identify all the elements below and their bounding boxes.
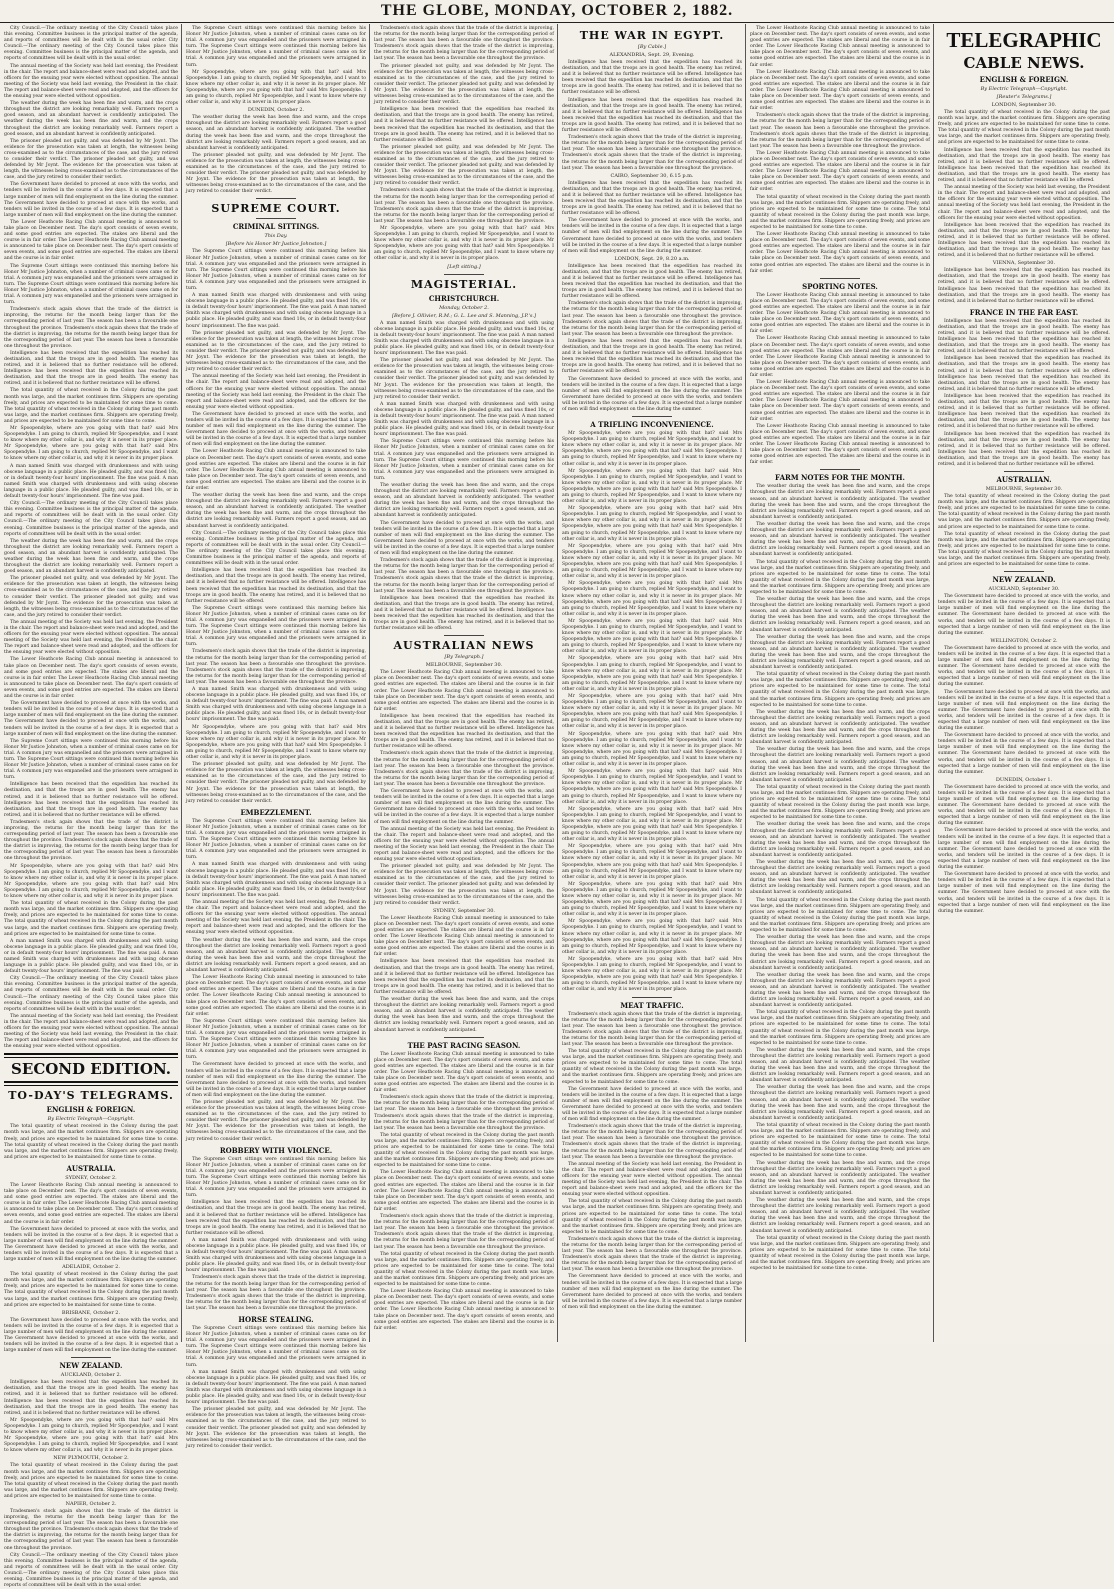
dateline: AUCKLAND, September 30.	[988, 586, 1060, 593]
column-2	[186, 26, 366, 1449]
paragraph: Tradesmen's stock again shows that the trade of the district is improving, the returns for the month being larger than for the corresponding period of last year. The season has been a favourable one throughout the province. Tradesmen's stock again shows that the trade of the district is improving, the returns for the month being larger than for the corresponding period of last year. The season has been a favourable one throughout the province.	[562, 1124, 742, 1160]
paragraph: Mr Spoopendyke, where are you going with that hat? said Mrs Spoopendyke. I am going to church, replied Mr Spoopendyke, and I want to know where my other collar is, and why it is never in its proper place. Mr Spoopendyke, where are you going with that hat? said Mrs Spoopendyke. I am going to church, replied Mr Spoopendyke, and I want to know where my other collar is, and why it is never in its proper place.	[562, 656, 742, 692]
dateline: SYDNEY, September 30.	[433, 907, 495, 914]
divider	[444, 274, 484, 275]
paragraph: The annual meeting of the Society was held last evening, the President in the chair. The report and balance-sheet were read and adopted, and the officers for the ensuing year were elected without opposition. The annual meeting of the Society was held last evening, the President in the chair. The report and balance-sheet were read and adopted, and the officers for the ensuing year were elected without opposition.	[4, 1013, 179, 1050]
section-heading: SECOND EDITION.	[11, 1060, 171, 1079]
note: [Left sitting.]	[447, 263, 481, 270]
paragraph: Mr Spoopendyke, where are you going with that hat? said Mrs Spoopendyke. I am going to church, replied Mr Spoopendyke, and I want to know where my other collar is, and why it is never in its proper place. Mr Spoopendyke, where are you going with that hat? said Mrs Spoopendyke. I am going to church, replied Mr Spoopendyke, and I want to know where my other collar is, and why it is never in its proper place.	[562, 844, 742, 880]
dateline: WELLINGTON, October 2.	[990, 637, 1058, 644]
byline: By Electric Telegraph—Copyright.	[980, 86, 1068, 92]
paragraph: The Supreme Court sittings were continued this morning before his Honor Mr Justice Johnston, when a number of criminal cases came on for trial. A common jury was empanelled and the prisoners were arraigned in turn. The Supreme Court sittings were continued this morning before his Honor Mr Justice Johnston, when a number of criminal cases came on for trial. A common jury was empanelled and the prisoners were arraigned in turn.	[186, 605, 366, 648]
paragraph: Mr Spoopendyke, where are you going with that hat? said Mrs Spoopendyke. I am going to church, replied Mr Spoopendyke, and I want to know where my other collar is, and why it is never in its proper place. Mr Spoopendyke, where are you going with that hat? said Mrs Spoopendyke. I am going to church, replied Mr Spoopendyke, and I want to know where my other collar is, and why it is never in its proper place.	[4, 863, 178, 900]
paragraph: The Supreme Court sittings were continued this morning before his Honor Mr Justice Johnston, when a number of criminal cases came on for trial. A common jury was empanelled and the prisoners were arraigned in turn. The Supreme Court sittings were continued this morning before his Honor Mr Justice Johnston, when a number of criminal cases came on for trial. A common jury was empanelled and the prisoners were arraigned in turn.	[186, 818, 366, 861]
paragraph: Intelligence has been received that the expedition has reached its destination, and that the troops are in good health. The enemy has retired, and it is believed that no further resistance will be offered. Intelligence has been received that the expedition has reached its destination, and that the troops are in good health. The enemy has retired, and it is believed that no further resistance will be offered.	[938, 356, 1110, 392]
paragraph: A man named Smith was charged with drunkenness and with using obscene language in a public place. He pleaded guilty, and was fined 10s, or in default twenty-four hours' imprisonment. The fine was paid. A man named Smith was charged with drunkenness and with using obscene language in a public place. He pleaded guilty, and was fined 10s, or in default twenty-four hours' imprisonment. The fine was paid.	[186, 1237, 366, 1274]
section-heading: NEW ZEALAND.	[992, 575, 1056, 585]
column-3	[374, 26, 554, 1340]
paragraph: The prisoner pleaded not guilty, and was defended by Mr Joynt. The evidence for the prosecution was taken at length, the witnesses being cross-examined as to the circumstances of the case, and the jury retired to consider their verdict. The prisoner pleaded not guilty, and was defended by Mr Joynt. The evidence for the prosecution was taken at length, the witnesses being cross-examined as to the circumstances of the case, and the jury retired to consider their verdict.	[186, 1407, 366, 1449]
paragraph: The weather during the week has been fine and warm, and the crops throughout the district are looking remarkably well. Farmers report a good season, and an abundant harvest is confidently anticipated. The weather during the week has been fine and warm, and the crops throughout the district are looking remarkably well. Farmers report a good season, and an abundant harvest is confidently anticipated.	[186, 493, 366, 529]
paragraph: Intelligence has been received that the expedition has reached its destination, and that the troops are in good health. The enemy has retired, and it is believed that no further resistance will be offered. Intelligence has been received that the expedition has reached its destination, and that the troops are in good health. The enemy has retired, and it is believed that no further resistance will be offered.	[374, 713, 554, 750]
paragraph: Tradesmen's stock again shows that the trade of the district is improving, the returns for the month being larger than for the corresponding period of last year. The season has been a favourable one throughout the province. Tradesmen's stock again shows that the trade of the district is improving, the returns for the month being larger than for the corresponding period of last year. The season has been a favourable one throughout the province.	[186, 1275, 366, 1311]
paragraph: A man named Smith was charged with drunkenness and with using obscene language in a public place. He pleaded guilty, and was fined 10s, or in default twenty-four hours' imprisonment. The fine was paid. A man named Smith was charged with drunkenness and with using obscene language in a public place. He pleaded guilty, and was fined 10s, or in default twenty-four hours' imprisonment. The fine was paid.	[374, 320, 554, 357]
section-heading: TO-DAY'S TELEGRAMS.	[8, 1089, 174, 1103]
section-heading: CABLE NEWS.	[963, 54, 1085, 72]
paragraph: The Government have decided to proceed at once with the works, and tenders will be invited in the course of a few days. It is expected that a large number of men will find employment on the line during the summer. The Government have decided to proceed at once with the works, and tenders will be invited in the course of a few days. It is expected that a large number of men will find employment on the line during the summer.	[938, 828, 1110, 871]
paragraph: The Lower Heathcote Racing Club annual meeting is announced to take place on December next. The day's sport consists of seven events, and some good entries are expected. The stakes are liberal and the course is in fair order. The Lower Heathcote Racing Club annual meeting is announced to take place on December next. The day's sport consists of seven events, and some good entries are expected. The stakes are liberal and the course is in fair order.	[750, 292, 930, 335]
paragraph: Tradesmen's stock again shows that the trade of the district is improving, the returns for the month being larger than for the corresponding period of last year. The season has been a favourable one throughout the province. Tradesmen's stock again shows that the trade of the district is improving, the returns for the month being larger than for the corresponding period of last year. The season has been a favourable one throughout the province.	[374, 558, 554, 594]
paragraph: Intelligence has been received that the expedition has reached its destination, and that the troops are in good health. The enemy has retired, and it is believed that no further resistance will be offered. Intelligence has been received that the expedition has reached its destination, and that the troops are in good health. The enemy has retired, and it is believed that no further resistance will be offered.	[4, 350, 178, 387]
paragraph: The weather during the week has been fine and warm, and the crops throughout the district are looking remarkably well. Farmers report a good season, and an abundant harvest is confidently anticipated. The weather during the week has been fine and warm, and the crops throughout the district are looking remarkably well. Farmers report a good season, and an abundant harvest is confidently anticipated.	[750, 1085, 930, 1121]
paragraph: The weather during the week has been fine and warm, and the crops throughout the district are looking remarkably well. Farmers report a good season, and an abundant harvest is confidently anticipated. The weather during the week has been fine and warm, and the crops throughout the district are looking remarkably well. Farmers report a good season, and an abundant harvest is confidently anticipated.	[750, 484, 930, 520]
paragraph: The Government have decided to proceed at once with the works, and tenders will be invited in the course of a few days. It is expected that a large number of men will find employment on the line during the summer. The Government have decided to proceed at once with the works, and tenders will be invited in the course of a few days. It is expected that a large number of men will find employment on the line during the summer.	[562, 376, 742, 412]
divider	[632, 416, 672, 417]
paragraph: The Government have decided to proceed at once with the works, and tenders will be invited in the course of a few days. It is expected that a large number of men will find employment on the line during the summer. The Government have decided to proceed at once with the works, and tenders will be invited in the course of a few days. It is expected that a large number of men will find employment on the line during the summer.	[186, 1062, 366, 1098]
paragraph: Intelligence has been received that the expedition has reached its destination, and that the troops are in good health. The enemy has retired, and it is believed that no further resistance will be offered. Intelligence has been received that the expedition has reached its destination, and that the troops are in good health. The enemy has retired, and it is believed that no further resistance will be offered.	[938, 147, 1110, 184]
paragraph: The annual meeting of the Society was held last evening, the President in the chair. The report and balance-sheet were read and adopted, and the officers for the ensuing year were elected without opposition. The annual meeting of the Society was held last evening, the President in the chair. The report and balance-sheet were read and adopted, and the officers for the ensuing year were elected without opposition.	[186, 900, 366, 936]
paragraph: The prisoner pleaded not guilty, and was defended by Mr Joynt. The evidence for the prosecution was taken at length, the witnesses being cross-examined as to the circumstances of the case, and the jury retired to consider their verdict. The prisoner pleaded not guilty, and was defended by Mr Joynt. The evidence for the prosecution was taken at length, the witnesses being cross-examined as to the circumstances of the case, and the jury retired to consider their verdict.	[374, 63, 554, 106]
paragraph: The weather during the week has been fine and warm, and the crops throughout the district are looking remarkably well. Farmers report a good season, and an abundant harvest is confidently anticipated. The weather during the week has been fine and warm, and the crops throughout the district are looking remarkably well. Farmers report a good season, and an abundant harvest is confidently anticipated.	[750, 597, 930, 633]
section-heading: CHRISTCHURCH.	[428, 293, 500, 303]
paragraph: The total quantity of wheat received in the Colony during the past month was large, and the market continues firm. Shippers are operating freely, and prices are expected to be maintained for some time to come. The total quantity of wheat received in the Colony during the past month was large, and the market continues firm. Shippers are operating freely, and prices are expected to be maintained for some time to come.	[750, 784, 930, 821]
paragraph: The total quantity of wheat received in the Colony during the past month was large, and the market continues firm. Shippers are operating freely, and prices are expected to be maintained for some time to come. The total quantity of wheat received in the Colony during the past month was large, and the market continues firm. Shippers are operating freely, and prices are expected to be maintained for some time to come.	[750, 1122, 930, 1159]
paragraph: The prisoner pleaded not guilty, and was defended by Mr Joynt. The evidence for the prosecution was taken at length, the witnesses being cross-examined as to the circumstances of the case, and the jury retired to consider their verdict. The prisoner pleaded not guilty, and was defended by Mr Joynt. The evidence for the prosecution was taken at length, the witnesses being cross-examined as to the circumstances of the case, and the jury retired to consider their verdict.	[186, 152, 366, 195]
dateline: ADELAIDE, October 2.	[62, 1264, 120, 1271]
paragraph: The annual meeting of the Society was held last evening, the President in the chair. The report and balance-sheet were read and adopted, and the officers for the ensuing year were elected without opposition. The annual meeting of the Society was held last evening, the President in the chair. The report and balance-sheet were read and adopted, and the officers for the ensuing year were elected without opposition.	[186, 374, 366, 410]
paragraph: Mr Spoopendyke, where are you going with that hat? said Mrs Spoopendyke. I am going to church, replied Mr Spoopendyke, and I want to know where my other collar is, and why it is never in its proper place. Mr Spoopendyke, where are you going with that hat? said Mrs Spoopendyke. I am going to church, replied Mr Spoopendyke, and I want to know where my other collar is, and why it is never in its proper place.	[562, 919, 742, 955]
paragraph: The Government have decided to proceed at once with the works, and tenders will be invited in the course of a few days. It is expected that a large number of men will find employment on the line during the summer. The Government have decided to proceed at once with the works, and tenders will be invited in the course of a few days. It is expected that a large number of men will find employment on the line during the summer.	[562, 218, 742, 254]
dateline: CAIRO, September 30, 6.15 p.m.	[610, 172, 694, 179]
dateline: LONDON, Sept. 29, 8.20 a.m.	[614, 255, 690, 262]
divider	[820, 469, 860, 470]
paragraph: The weather during the week has been fine and warm, and the crops throughout the district are looking remarkably well. Farmers report a good season, and an abundant harvest is confidently anticipated. The weather during the week has been fine and warm, and the crops throughout the district are looking remarkably well. Farmers report a good season, and an abundant harvest is confidently anticipated.	[186, 937, 366, 974]
paragraph: The annual meeting of the Society was held last evening, the President in the chair. The report and balance-sheet were read and adopted, and the officers for the ensuing year were elected without opposition. The annual meeting of the Society was held last evening, the President in the chair. The report and balance-sheet were read and adopted, and the officers for the ensuing year were elected without opposition.	[4, 619, 179, 656]
paragraph: Mr Spoopendyke, where are you going with that hat? said Mrs Spoopendyke. I am going to church, replied Mr Spoopendyke, and I want to know where my other collar is, and why it is never in its proper place. Mr Spoopendyke, where are you going with that hat? said Mrs Spoopendyke. I am going to church, replied Mr Spoopendyke, and I want to know where my other collar is, and why it is never in its proper place.	[562, 956, 742, 993]
paragraph: The Lower Heathcote Racing Club annual meeting is announced to take place on December next. The day's sport consists of seven events, and some good entries are expected. The stakes are liberal and the course is in fair order. The Lower Heathcote Racing Club annual meeting is announced to take place on December next. The day's sport consists of seven events, and some good entries are expected. The stakes are liberal and the course is in fair order.	[750, 336, 930, 378]
paragraph: A man named Smith was charged with drunkenness and with using obscene language in a public place. He pleaded guilty, and was fined 10s, or in default twenty-four hours' imprisonment. The fine was paid. A man named Smith was charged with drunkenness and with using obscene language in a public place. He pleaded guilty, and was fined 10s, or in default twenty-four hours' imprisonment. The fine was paid.	[186, 862, 366, 898]
divider	[1004, 471, 1044, 472]
paragraph: Tradesmen's stock again shows that the trade of the district is improving, the returns for the month being larger than for the corresponding period of last year. The season has been a favourable one throughout the province. Tradesmen's stock again shows that the trade of the district is improving, the returns for the month being larger than for the corresponding period of last year. The season has been a favourable one throughout the province.	[750, 113, 930, 149]
dateline: BRISBANE, October 2.	[61, 1309, 121, 1316]
paragraph: The Lower Heathcote Racing Club annual meeting is announced to take place on December next. The day's sport consists of seven events, and some good entries are expected. The stakes are liberal and the course is in fair order. The Lower Heathcote Racing Club annual meeting is announced to take place on December next. The day's sport consists of seven events, and some good entries are expected. The stakes are liberal and the course is in fair order.	[750, 150, 930, 193]
section-heading: AUSTRALIAN.	[996, 475, 1052, 485]
section-heading: ENGLISH & FOREIGN.	[979, 75, 1069, 84]
paragraph: Mr Spoopendyke, where are you going with that hat? said Mrs Spoopendyke. I am going to church, replied Mr Spoopendyke, and I want to know where my other collar is, and why it is never in its proper place. Mr Spoopendyke, where are you going with that hat? said Mrs Spoopendyke. I am going to church, replied Mr Spoopendyke, and I want to know where my other collar is, and why it is never in its proper place.	[562, 543, 742, 580]
paragraph: Mr Spoopendyke, where are you going with that hat? said Mrs Spoopendyke. I am going to church, replied Mr Spoopendyke, and I want to know where my other collar is, and why it is never in its proper place. Mr Spoopendyke, where are you going with that hat? said Mrs Spoopendyke. I am going to church, replied Mr Spoopendyke, and I want to know where my other collar is, and why it is never in its proper place.	[374, 226, 554, 262]
paragraph: The Government have decided to proceed at once with the works, and tenders will be invited in the course of a few days. It is expected that a large number of men will find employment on the line during the summer. The Government have decided to proceed at once with the works, and tenders will be invited in the course of a few days. It is expected that a large number of men will find employment on the line during the summer.	[562, 1086, 742, 1123]
divider	[1004, 571, 1044, 572]
dateline: DUNEDIN, October 2.	[247, 107, 305, 114]
divider	[632, 997, 672, 998]
paragraph: Mr Spoopendyke, where are you going with that hat? said Mrs Spoopendyke. I am going to church, replied Mr Spoopendyke, and I want to know where my other collar is, and why it is never in its proper place. Mr Spoopendyke, where are you going with that hat? said Mrs Spoopendyke. I am going to church, replied Mr Spoopendyke, and I want to know where my other collar is, and why it is never in its proper place.	[562, 806, 742, 843]
paragraph: A man named Smith was charged with drunkenness and with using obscene language in a public place. He pleaded guilty, and was fined 10s, or in default twenty-four hours' imprisonment. The fine was paid. A man named Smith was charged with drunkenness and with using obscene language in a public place. He pleaded guilty, and was fined 10s, or in default twenty-four hours' imprisonment. The fine was paid.	[186, 293, 366, 329]
paragraph: A man named Smith was charged with drunkenness and with using obscene language in a public place. He pleaded guilty, and was fined 10s, or in default twenty-four hours' imprisonment. The fine was paid. A man named Smith was charged with drunkenness and with using obscene language in a public place. He pleaded guilty, and was fined 10s, or in default twenty-four hours' imprisonment. The fine was paid.	[374, 401, 554, 438]
subheading: [By Cable.]	[637, 44, 667, 50]
paragraph: Intelligence has been received that the expedition has reached its destination, and that the troops are in good health. The enemy has retired, and it is believed that no further resistance will be offered. Intelligence has been received that the expedition has reached its destination, and that the troops are in good health. The enemy has retired, and it is believed that no further resistance will be offered.	[562, 97, 742, 134]
paragraph: Intelligence has been received that the expedition has reached its destination, and that the troops are in good health. The enemy has retired, and it is believed that no further resistance will be offered. Intelligence has been received that the expedition has reached its destination, and that the troops are in good health. The enemy has retired, and it is believed that no further resistance will be offered.	[938, 318, 1110, 355]
section-rule	[4, 1053, 178, 1058]
paragraph: The total quantity of wheat received in the Colony during the past month was large, and the market continues firm. Shippers are operating freely, and prices are expected to be maintained for some time to come. The total quantity of wheat received in the Colony during the past month was large, and the market continues firm. Shippers are operating freely, and prices are expected to be maintained for some time to come.	[938, 494, 1110, 530]
paragraph: Mr Spoopendyke, where are you going with that hat? said Mrs Spoopendyke. I am going to church, replied Mr Spoopendyke, and I want to know where my other collar is, and why it is never in its proper place. Mr Spoopendyke, where are you going with that hat? said Mrs Spoopendyke. I am going to church, replied Mr Spoopendyke, and I want to know where my other collar is, and why it is never in its proper place.	[562, 769, 742, 805]
paragraph: The total quantity of wheat received in the Colony during the past month was large, and the market continues firm. Shippers are operating freely, and prices are expected to be maintained for some time to come. The total quantity of wheat received in the Colony during the past month was large, and the market continues firm. Shippers are operating freely, and prices are expected to be maintained for some time to come.	[374, 1251, 554, 1288]
paragraph: The Lower Heathcote Racing Club annual meeting is announced to take place on December next. The day's sport consists of seven events, and some good entries are expected. The stakes are liberal and the course is in fair order. The Lower Heathcote Racing Club annual meeting is announced to take place on December next. The day's sport consists of seven events, and some good entries are expected. The stakes are liberal and the course is in fair order.	[374, 1170, 554, 1212]
subheading: [Before J. Ollivier, R.M.; G. L. Lee and S. Manning, J.P.'s.]	[392, 312, 536, 319]
paragraph: Tradesmen's stock again shows that the trade of the district is improving, the returns for the month being larger than for the corresponding period of last year. The season has been a favourable one throughout the province. Tradesmen's stock again shows that the trade of the district is improving, the returns for the month being larger than for the corresponding period of last year. The season has been a favourable one throughout the province.	[374, 1095, 554, 1131]
paragraph: The Supreme Court sittings were continued this morning before his Honor Mr Justice Johnston, when a number of criminal cases came on for trial. A common jury was empanelled and the prisoners were arraigned in turn. The Supreme Court sittings were continued this morning before his Honor Mr Justice Johnston, when a number of criminal cases came on for trial. A common jury was empanelled and the prisoners were arraigned in turn.	[186, 1326, 366, 1368]
paragraph: A man named Smith was charged with drunkenness and with using obscene language in a public place. He pleaded guilty, and was fined 10s, or in default twenty-four hours' imprisonment. The fine was paid. A man named Smith was charged with drunkenness and with using obscene language in a public place. He pleaded guilty, and was fined 10s, or in default twenty-four hours' imprisonment. The fine was paid.	[4, 938, 178, 975]
paragraph: Intelligence has been received that the expedition has reached its destination, and that the troops are in good health. The enemy has retired, and it is believed that no further resistance will be offered. Intelligence has been received that the expedition has reached its destination, and that the troops are in good health. The enemy has retired, and it is believed that no further resistance will be offered.	[938, 268, 1110, 304]
paragraph: The weather during the week has been fine and warm, and the crops throughout the district are looking remarkably well. Farmers report a good season, and an abundant harvest is confidently anticipated. The weather during the week has been fine and warm, and the crops throughout the district are looking remarkably well. Farmers report a good season, and an abundant harvest is confidently anticipated.	[750, 822, 930, 858]
paragraph: Mr Spoopendyke, where are you going with that hat? said Mrs Spoopendyke. I am going to church, replied Mr Spoopendyke, and I want to know where my other collar is, and why it is never in its proper place. Mr Spoopendyke, where are you going with that hat? said Mrs Spoopendyke. I am going to church, replied Mr Spoopendyke, and I want to know where my other collar is, and why it is never in its proper place.	[562, 694, 742, 730]
paragraph: The Government have decided to proceed at once with the works, and tenders will be invited in the course of a few days. It is expected that a large number of men will find employment on the line during the summer. The Government have decided to proceed at once with the works, and tenders will be invited in the course of a few days. It is expected that a large number of men will find employment on the line during the summer.	[374, 520, 554, 557]
paragraph: The weather during the week has been fine and warm, and the crops throughout the district are looking remarkably well. Farmers report a good season, and an abundant harvest is confidently anticipated. The weather during the week has been fine and warm, and the crops throughout the district are looking remarkably well. Farmers report a good season, and an abundant harvest is confidently anticipated.	[750, 860, 930, 896]
paragraph: The prisoner pleaded not guilty, and was defended by Mr Joynt. The evidence for the prosecution was taken at length, the witnesses being cross-examined as to the circumstances of the case, and the jury retired to consider their verdict. The prisoner pleaded not guilty, and was defended by Mr Joynt. The evidence for the prosecution was taken at length, the witnesses being cross-examined as to the circumstances of the case, and the jury retired to consider their verdict.	[186, 1100, 366, 1142]
paragraph: The Government have decided to proceed at once with the works, and tenders will be invited in the course of a few days. It is expected that a large number of men will find employment on the line during the summer. The Government have decided to proceed at once with the works, and tenders will be invited in the course of a few days. It is expected that a large number of men will find employment on the line during the summer.	[562, 1274, 742, 1310]
paragraph: The Lower Heathcote Racing Club annual meeting is announced to take place on December next. The day's sport consists of seven events, and some good entries are expected. The stakes are liberal and the course is in fair order. The Lower Heathcote Racing Club annual meeting is announced to take place on December next. The day's sport consists of seven events, and some good entries are expected. The stakes are liberal and the course is in fair order.	[186, 449, 366, 491]
dateline: ALEXANDRIA, Sept. 29, Evening.	[609, 52, 695, 58]
paragraph: The total quantity of wheat received in the Colony during the past month was large, and the market continues firm. Shippers are operating freely, and prices are expected to be maintained for some time to come. The total quantity of wheat received in the Colony during the past month was large, and the market continues firm. Shippers are operating freely, and prices are expected to be maintained for some time to come.	[938, 110, 1110, 146]
paragraph: The Supreme Court sittings were continued this morning before his Honor Mr Justice Johnston, when a number of criminal cases came on for trial. A common jury was empanelled and the prisoners were arraigned in turn. The Supreme Court sittings were continued this morning before his Honor Mr Justice Johnston, when a number of criminal cases came on for trial. A common jury was empanelled and the prisoners were arraigned in turn.	[186, 249, 366, 291]
paragraph: The prisoner pleaded not guilty, and was defended by Mr Joynt. The evidence for the prosecution was taken at length, the witnesses being cross-examined as to the circumstances of the case, and the jury retired to consider their verdict. The prisoner pleaded not guilty, and was defended by Mr Joynt. The evidence for the prosecution was taken at length, the witnesses being cross-examined as to the circumstances of the case, and the jury retired to consider their verdict.	[186, 762, 366, 804]
paragraph: The Government have decided to proceed at once with the works, and tenders will be invited in the course of a few days. It is expected that a large number of men will find employment on the line during the summer. The Government have decided to proceed at once with the works, and tenders will be invited in the course of a few days. It is expected that a large number of men will find employment on the line during the summer.	[4, 701, 178, 737]
paragraph: The Government have decided to proceed at once with the works, and tenders will be invited in the course of a few days. It is expected that a large number of men will find employment on the line during the summer. The Government have decided to proceed at once with the works, and tenders will be invited in the course of a few days. It is expected that a large number of men will find employment on the line during the summer.	[374, 789, 554, 825]
column-4	[562, 26, 742, 1340]
paragraph: The Lower Heathcote Racing Club annual meeting is announced to take place on December next. The day's sport consists of seven events, and some good entries are expected. The stakes are liberal and the course is in fair order. The Lower Heathcote Racing Club annual meeting is announced to take place on December next. The day's sport consists of seven events, and some good entries are expected. The stakes are liberal and the course is in fair order.	[750, 232, 930, 274]
paragraph: The weather during the week has been fine and warm, and the crops throughout the district are looking remarkably well. Farmers report a good season, and an abundant harvest is confidently anticipated. The weather during the week has been fine and warm, and the crops throughout the district are looking remarkably well. Farmers report a good season, and an abundant harvest is confidently anticipated.	[750, 935, 930, 971]
subheading: [Reuter's Telegrams.]	[996, 94, 1052, 100]
paragraph: The Lower Heathcote Racing Club annual meeting is announced to take place on December next. The day's sport consists of seven events, and some good entries are expected. The stakes are liberal and the course is in fair order. The Lower Heathcote Racing Club annual meeting is announced to take place on December next. The day's sport consists of seven events, and some good entries are expected. The stakes are liberal and the course is in fair order.	[374, 1289, 554, 1331]
section-heading: SUPREME COURT.	[211, 202, 341, 216]
paragraph: Intelligence has been received that the expedition has reached its destination, and that the troops are in good health. The enemy has retired, and it is believed that no further resistance will be offered. Intelligence has been received that the expedition has reached its destination, and that the troops are in good health. The enemy has retired, and it is believed that no further resistance will be offered.	[186, 568, 366, 604]
paragraph: Intelligence has been received that the expedition has reached its destination, and that the troops are in good health. The enemy has retired, and it is believed that no further resistance will be offered. Intelligence has been received that the expedition has reached its destination, and that the troops are in good health. The enemy has retired, and it is believed that no further resistance will be offered.	[938, 431, 1110, 467]
paragraph: A man named Smith was charged with drunkenness and with using obscene language in a public place. He pleaded guilty, and was fined 10s, or in default twenty-four hours' imprisonment. The fine was paid. A man named Smith was charged with drunkenness and with using obscene language in a public place. He pleaded guilty, and was fined 10s, or in default twenty-four hours' imprisonment. The fine was paid.	[4, 463, 178, 500]
dateline: AUCKLAND, October 2.	[60, 1372, 122, 1379]
paragraph: City Council.—The ordinary meeting of the City Council takes place this evening. Committee business is the principal matter of the agenda, and reports of committees will be dealt with in the usual order. City Council.—The ordinary meeting of the City Council takes place this evening. Committee business is the principal matter of the agenda, and reports of committees will be dealt with in the usual order.	[4, 26, 178, 62]
paragraph: The weather during the week has been fine and warm, and the crops throughout the district are looking remarkably well. Farmers report a good season, and an abundant harvest is confidently anticipated. The weather during the week has been fine and warm, and the crops throughout the district are looking remarkably well. Farmers report a good season, and an abundant harvest is confidently anticipated.	[4, 101, 178, 137]
divider	[71, 1357, 111, 1358]
paragraph: Tradesmen's stock again shows that the trade of the district is improving, the returns for the month being larger than for the corresponding period of last year. The season has been a favourable one throughout the province. Tradesmen's stock again shows that the trade of the district is improving, the returns for the month being larger than for the corresponding period of last year. The season has been a favourable one throughout the province.	[562, 301, 742, 337]
paragraph: Tradesmen's stock again shows that the trade of the district is improving, the returns for the month being larger than for the corresponding period of last year. The season has been a favourable one throughout the province. Tradesmen's stock again shows that the trade of the district is improving, the returns for the month being larger than for the corresponding period of last year. The season has been a favourable one throughout the province.	[374, 26, 554, 62]
column-rule	[369, 24, 370, 1342]
paragraph: The weather during the week has been fine and warm, and the crops throughout the district are looking remarkably well. Farmers report a good season, and an abundant harvest is confidently anticipated. The weather during the week has been fine and warm, and the crops throughout the district are looking remarkably well. Farmers report a good season, and an abundant harvest is confidently anticipated.	[750, 1160, 930, 1196]
divider	[256, 198, 296, 199]
paragraph: The total quantity of wheat received in the Colony during the past month was large, and the market continues firm. Shippers are operating freely, and prices are expected to be maintained for some time to come. The total quantity of wheat received in the Colony during the past month was large, and the market continues firm. Shippers are operating freely, and prices are expected to be maintained for some time to come.	[750, 897, 930, 934]
paragraph: Mr Spoopendyke, where are you going with that hat? said Mrs Spoopendyke. I am going to church, replied Mr Spoopendyke, and I want to know where my other collar is, and why it is never in its proper place. Mr Spoopendyke, where are you going with that hat? said Mrs Spoopendyke. I am going to church, replied Mr Spoopendyke, and I want to know where my other collar is, and why it is never in its proper place.	[562, 431, 742, 467]
column-rule	[557, 24, 558, 1342]
paragraph: Mr Spoopendyke, where are you going with that hat? said Mrs Spoopendyke. I am going to church, replied Mr Spoopendyke, and I want to know where my other collar is, and why it is never in its proper place. Mr Spoopendyke, where are you going with that hat? said Mrs Spoopendyke. I am going to church, replied Mr Spoopendyke, and I want to know where my other collar is, and why it is never in its proper place.	[186, 69, 366, 106]
paragraph: The prisoner pleaded not guilty, and was defended by Mr Joynt. The evidence for the prosecution was taken at length, the witnesses being cross-examined as to the circumstances of the case, and the jury retired to consider their verdict. The prisoner pleaded not guilty, and was defended by Mr Joynt. The evidence for the prosecution was taken at length, the witnesses being cross-examined as to the circumstances of the case, and the jury retired to consider their verdict.	[4, 576, 178, 618]
paragraph: The weather during the week has been fine and warm, and the crops throughout the district are looking remarkably well. Farmers report a good season, and an abundant harvest is confidently anticipated. The weather during the week has been fine and warm, and the crops throughout the district are looking remarkably well. Farmers report a good season, and an abundant harvest is confidently anticipated.	[750, 1047, 930, 1084]
section-heading: FRANCE IN THE FAR EAST.	[969, 307, 1079, 317]
paragraph: Intelligence has been received that the expedition has reached its destination, and that the troops are in good health. The enemy has retired, and it is believed that no further resistance will be offered. Intelligence has been received that the expedition has reached its destination, and that the troops are in good health. The enemy has retired, and it is believed that no further resistance will be offered.	[374, 107, 554, 143]
section-heading: FARM NOTES FOR THE MONTH.	[775, 473, 905, 483]
paragraph: The Government have decided to proceed at once with the works, and tenders will be invited in the course of a few days. It is expected that a large number of men will find employment on the line during the summer. The Government have decided to proceed at once with the works, and tenders will be invited in the course of a few days. It is expected that a large number of men will find employment on the line during the summer.	[4, 182, 178, 218]
column-rule	[933, 24, 934, 1342]
column-rule	[181, 24, 182, 1342]
paragraph: Mr Spoopendyke, where are you going with that hat? said Mrs Spoopendyke. I am going to church, replied Mr Spoopendyke, and I want to know where my other collar is, and why it is never in its proper place. Mr Spoopendyke, where are you going with that hat? said Mrs Spoopendyke. I am going to church, replied Mr Spoopendyke, and I want to know where my other collar is, and why it is never in its proper place.	[4, 1417, 178, 1454]
section-heading: THE PAST RACING SEASON.	[407, 1040, 521, 1050]
paragraph: Tradesmen's stock again shows that the trade of the district is improving, the returns for the month being larger than for the corresponding period of last year. The season has been a favourable one throughout the province. Tradesmen's stock again shows that the trade of the district is improving, the returns for the month being larger than for the corresponding period of last year. The season has been a favourable one throughout the province.	[562, 1011, 742, 1047]
paragraph: The Government have decided to proceed at once with the works, and tenders will be invited in the course of a few days. It is expected that a large number of men will find employment on the line during the summer. The Government have decided to proceed at once with the works, and tenders will be invited in the course of a few days. It is expected that a large number of men will find employment on the line during the summer.	[4, 1317, 178, 1354]
paragraph: Intelligence has been received that the expedition has reached its destination, and that the troops are in good health. The enemy has retired, and it is believed that no further resistance will be offered. Intelligence has been received that the expedition has reached its destination, and that the troops are in good health. The enemy has retired, and it is believed that no further resistance will be offered.	[4, 1380, 178, 1416]
divider	[444, 635, 484, 636]
section-heading: HORSE STEALING.	[238, 1315, 314, 1324]
paragraph: The prisoner pleaded not guilty, and was defended by Mr Joynt. The evidence for the prosecution was taken at length, the witnesses being cross-examined as to the circumstances of the case, and the jury retired to consider their verdict. The prisoner pleaded not guilty, and was defended by Mr Joynt. The evidence for the prosecution was taken at length, the witnesses being cross-examined as to the circumstances of the case, and the jury retired to consider their verdict.	[374, 144, 554, 187]
paragraph: Intelligence has been received that the expedition has reached its destination, and that the troops are in good health. The enemy has retired, and it is believed that no further resistance will be offered. Intelligence has been received that the expedition has reached its destination, and that the troops are in good health. The enemy has retired, and it is believed that no further resistance will be offered.	[562, 180, 742, 217]
section-heading: NEW ZEALAND.	[59, 1361, 123, 1371]
dateline: DUNEDIN, October 1.	[995, 776, 1053, 783]
paragraph: The Lower Heathcote Racing Club annual meeting is announced to take place on December next. The day's sport consists of seven events, and some good entries are expected. The stakes are liberal and the course is in fair order. The Lower Heathcote Racing Club annual meeting is announced to take place on December next. The day's sport consists of seven events, and some good entries are expected. The stakes are liberal and the course is in fair order.	[374, 1051, 554, 1094]
paragraph: Mr Spoopendyke, where are you going with that hat? said Mrs Spoopendyke. I am going to church, replied Mr Spoopendyke, and I want to know where my other collar is, and why it is never in its proper place. Mr Spoopendyke, where are you going with that hat? said Mrs Spoopendyke. I am going to church, replied Mr Spoopendyke, and I want to know where my other collar is, and why it is never in its proper place.	[562, 618, 742, 655]
paragraph: The Lower Heathcote Racing Club annual meeting is announced to take place on December next. The day's sport consists of seven events, and some good entries are expected. The stakes are liberal and the course is in fair order. The Lower Heathcote Racing Club annual meeting is announced to take place on December next. The day's sport consists of seven events, and some good entries are expected. The stakes are liberal and the course is in fair order.	[750, 26, 930, 68]
paragraph: Intelligence has been received that the expedition has reached its destination, and that the troops are in good health. The enemy has retired, and it is believed that no further resistance will be offered. Intelligence has been received that the expedition has reached its destination, and that the troops are in good health. The enemy has retired, and it is believed that no further resistance will be offered.	[186, 1200, 366, 1236]
paragraph: Intelligence has been received that the expedition has reached its destination, and that the troops are in good health. The enemy has retired, and it is believed that no further resistance will be offered. Intelligence has been received that the expedition has reached its destination, and that the troops are in good health. The enemy has retired, and it is believed that no further resistance will be offered.	[938, 393, 1110, 430]
section-heading: AUSTRALIAN NEWS	[393, 639, 535, 653]
column-5	[750, 26, 930, 1340]
paragraph: The total quantity of wheat received in the Colony during the past month was large, and the market continues firm. Shippers are operating freely, and prices are expected to be maintained for some time to come. The total quantity of wheat received in the Colony during the past month was large, and the market continues firm. Shippers are operating freely, and prices are expected to be maintained for some time to come.	[4, 1272, 178, 1308]
byline: By Electric Telegraph—Copyright.	[47, 1116, 135, 1123]
paragraph: The Lower Heathcote Racing Club annual meeting is announced to take place on December next. The day's sport consists of seven events, and some good entries are expected. The stakes are liberal and the course is in fair order. The Lower Heathcote Racing Club annual meeting is announced to take place on December next. The day's sport consists of seven events, and some good entries are expected. The stakes are liberal and the course is in fair order.	[4, 1182, 178, 1225]
column-rule	[745, 24, 746, 1342]
section-heading: A TRIFLING INCONVENIENCE.	[590, 420, 714, 430]
paragraph: City Council.—The ordinary meeting of the City Council takes place this evening. Committee business is the principal matter of the agenda, and reports of committees will be dealt with in the usual order. City Council.—The ordinary meeting of the City Council takes place this evening. Committee business is the principal matter of the agenda, and reports of committees will be dealt with in the usual order.	[4, 976, 178, 1012]
section-heading: MAGISTERIAL.	[410, 277, 518, 291]
paragraph: The total quantity of wheat received in the Colony during the past month was large, and the market continues firm. Shippers are operating freely, and prices are expected to be maintained for some time to come. The total quantity of wheat received in the Colony during the past month was large, and the market continues firm. Shippers are operating freely, and prices are expected to be maintained for some time to come.	[750, 1235, 930, 1272]
paragraph: City Council.—The ordinary meeting of the City Council takes place this evening. Committee business is the principal matter of the agenda, and reports of committees will be dealt with in the usual order. City Council.—The ordinary meeting of the City Council takes place this evening. Committee business is the principal matter of the agenda, and reports of committees will be dealt with in the usual order.	[186, 530, 366, 567]
paragraph: City Council.—The ordinary meeting of the City Council takes place this evening. Committee business is the principal matter of the agenda, and reports of committees will be dealt with in the usual order. City Council.—The ordinary meeting of the City Council takes place this evening. Committee business is the principal matter of the agenda, and reports of committees will be dealt with in the usual order.	[4, 501, 178, 537]
paragraph: The total quantity of wheat received in the Colony during the past month was large, and the market continues firm. Shippers are operating freely, and prices are expected to be maintained for some time to come. The total quantity of wheat received in the Colony during the past month was large, and the market continues firm. Shippers are operating freely, and prices are expected to be maintained for some time to come.	[4, 388, 178, 424]
paragraph: The annual meeting of the Society was held last evening, the President in the chair. The report and balance-sheet were read and adopted, and the officers for the ensuing year were elected without opposition. The annual meeting of the Society was held last evening, the President in the chair. The report and balance-sheet were read and adopted, and the officers for the ensuing year were elected without opposition.	[374, 826, 554, 863]
paragraph: The prisoner pleaded not guilty, and was defended by Mr Joynt. The evidence for the prosecution was taken at length, the witnesses being cross-examined as to the circumstances of the case, and the jury retired to consider their verdict. The prisoner pleaded not guilty, and was defended by Mr Joynt. The evidence for the prosecution was taken at length, the witnesses being cross-examined as to the circumstances of the case, and the jury retired to consider their verdict.	[374, 358, 554, 400]
paragraph: Intelligence has been received that the expedition has reached its destination, and that the troops are in good health. The enemy has retired, and it is believed that no further resistance will be offered. Intelligence has been received that the expedition has reached its destination, and that the troops are in good health. The enemy has retired, and it is believed that no further resistance will be offered.	[562, 60, 742, 96]
paragraph: The Government have decided to proceed at once with the works, and tenders will be invited in the course of a few days. It is expected that a large number of men will find employment on the line during the summer. The Government have decided to proceed at once with the works, and tenders will be invited in the course of a few days. It is expected that a large number of men will find employment on the line during the summer.	[186, 411, 366, 448]
paragraph: Mr Spoopendyke, where are you going with that hat? said Mrs Spoopendyke. I am going to church, replied Mr Spoopendyke, and I want to know where my other collar is, and why it is never in its proper place. Mr Spoopendyke, where are you going with that hat? said Mrs Spoopendyke. I am going to church, replied Mr Spoopendyke, and I want to know where my other collar is, and why it is never in its proper place.	[562, 506, 742, 542]
section-heading: SPORTING NOTES.	[802, 281, 878, 291]
paragraph: The total quantity of wheat received in the Colony during the past month was large, and the market continues firm. Shippers are operating freely, and prices are expected to be maintained for some time to come. The total quantity of wheat received in the Colony during the past month was large, and the market continues firm. Shippers are operating freely, and prices are expected to be maintained for some time to come.	[750, 1010, 930, 1046]
paragraph: The weather during the week has been fine and warm, and the crops throughout the district are looking remarkably well. Farmers report a good season, and an abundant harvest is confidently anticipated. The weather during the week has been fine and warm, and the crops throughout the district are looking remarkably well. Farmers report a good season, and an abundant harvest is confidently anticipated.	[186, 115, 366, 151]
paragraph: The total quantity of wheat received in the Colony during the past month was large, and the market continues firm. Shippers are operating freely, and prices are expected to be maintained for some time to come. The total quantity of wheat received in the Colony during the past month was large, and the market continues firm. Shippers are operating freely, and prices are expected to be maintained for some time to come.	[562, 1199, 742, 1235]
paragraph: Tradesmen's stock again shows that the trade of the district is improving, the returns for the month being larger than for the corresponding period of last year. The season has been a favourable one throughout the province. Tradesmen's stock again shows that the trade of the district is improving, the returns for the month being larger than for the corresponding period of last year. The season has been a favourable one throughout the province.	[374, 1214, 554, 1250]
paragraph: The Supreme Court sittings were continued this morning before his Honor Mr Justice Johnston, when a number of criminal cases came on for trial. A common jury was empanelled and the prisoners were arraigned in turn. The Supreme Court sittings were continued this morning before his Honor Mr Justice Johnston, when a number of criminal cases came on for trial. A common jury was empanelled and the prisoners were arraigned in turn.	[374, 439, 554, 481]
paragraph: The total quantity of wheat received in the Colony during the past month was large, and the market continues firm. Shippers are operating freely, and prices are expected to be maintained for some time to come. The total quantity of wheat received in the Colony during the past month was large, and the market continues firm. Shippers are operating freely, and prices are expected to be maintained for some time to come.	[938, 531, 1110, 568]
paragraph: The weather during the week has been fine and warm, and the crops throughout the district are looking remarkably well. Farmers report a good season, and an abundant harvest is confidently anticipated. The weather during the week has been fine and warm, and the crops throughout the district are looking remarkably well. Farmers report a good season, and an abundant harvest is confidently anticipated.	[374, 483, 554, 519]
paragraph: Tradesmen's stock again shows that the trade of the district is improving, the returns for the month being larger than for the corresponding period of last year. The season has been a favourable one throughout the province. Tradesmen's stock again shows that the trade of the district is improving, the returns for the month being larger than for the corresponding period of last year. The season has been a favourable one throughout the province.	[4, 307, 178, 349]
paragraph: The Government have decided to proceed at once with the works, and tenders will be invited in the course of a few days. It is expected that a large number of men will find employment on the line during the summer. The Government have decided to proceed at once with the works, and tenders will be invited in the course of a few days. It is expected that a large number of men will find employment on the line during the summer.	[938, 872, 1110, 914]
paragraph: The Lower Heathcote Racing Club annual meeting is announced to take place on December next. The day's sport consists of seven events, and some good entries are expected. The stakes are liberal and the course is in fair order. The Lower Heathcote Racing Club annual meeting is announced to take place on December next. The day's sport consists of seven events, and some good entries are expected. The stakes are liberal and the course is in fair order.	[750, 423, 930, 466]
subheading: [Before his Honor Mr Justice Johnston.]	[225, 241, 327, 248]
paragraph: Intelligence has been received that the expedition has reached its destination, and that the troops are in good health. The enemy has retired, and it is believed that no further resistance will be offered. Intelligence has been received that the expedition has reached its destination, and that the troops are in good health. The enemy has retired, and it is believed that no further resistance will be offered.	[374, 959, 554, 995]
paragraph: Tradesmen's stock again shows that the trade of the district is improving, the returns for the month being larger than for the corresponding period of last year. The season has been a favourable one throughout the province. Tradesmen's stock again shows that the trade of the district is improving, the returns for the month being larger than for the corresponding period of last year. The season has been a favourable one throughout the province.	[374, 188, 554, 224]
paragraph: The Lower Heathcote Racing Club annual meeting is announced to take place on December next. The day's sport consists of seven events, and some good entries are expected. The stakes are liberal and the course is in fair order. The Lower Heathcote Racing Club annual meeting is announced to take place on December next. The day's sport consists of seven events, and some good entries are expected. The stakes are liberal and the course is in fair order.	[4, 657, 178, 700]
masthead: THE GLOBE, MONDAY, OCTOBER 2, 1882.	[0, 0, 1114, 23]
paragraph: Tradesmen's stock again shows that the trade of the district is improving, the returns for the month being larger than for the corresponding period of last year. The season has been a favourable one throughout the province. Tradesmen's stock again shows that the trade of the district is improving, the returns for the month being larger than for the corresponding period of last year. The season has been a favourable one throughout the province.	[562, 1236, 742, 1273]
paragraph: The Lower Heathcote Racing Club annual meeting is announced to take place on December next. The day's sport consists of seven events, and some good entries are expected. The stakes are liberal and the course is in fair order. The Lower Heathcote Racing Club annual meeting is announced to take place on December next. The day's sport consists of seven events, and some good entries are expected. The stakes are liberal and the course is in fair order.	[374, 670, 554, 712]
paragraph: The total quantity of wheat received in the Colony during the past month was large, and the market continues firm. Shippers are operating freely, and prices are expected to be maintained for some time to come. The total quantity of wheat received in the Colony during the past month was large, and the market continues firm. Shippers are operating freely, and prices are expected to be maintained for some time to come.	[750, 672, 930, 708]
dateline: VIENNA, September 30.	[992, 260, 1056, 267]
paragraph: Tradesmen's stock again shows that the trade of the district is improving, the returns for the month being larger than for the corresponding period of last year. The season has been a favourable one throughout the province. Tradesmen's stock again shows that the trade of the district is improving, the returns for the month being larger than for the corresponding period of last year. The season has been a favourable one throughout the province.	[4, 819, 178, 862]
subheading: Monday, October 2.	[439, 304, 489, 311]
paragraph: The prisoner pleaded not guilty, and was defended by Mr Joynt. The evidence for the prosecution was taken at length, the witnesses being cross-examined as to the circumstances of the case, and the jury retired to consider their verdict. The prisoner pleaded not guilty, and was defended by Mr Joynt. The evidence for the prosecution was taken at length, the witnesses being cross-examined as to the circumstances of the case, and the jury retired to consider their verdict.	[186, 330, 366, 373]
subheading: [By Telegraph.]	[444, 654, 484, 661]
section-heading: TELEGRAPHIC	[946, 28, 1102, 52]
paragraph: Mr Spoopendyke, where are you going with that hat? said Mrs Spoopendyke. I am going to church, replied Mr Spoopendyke, and I want to know where my other collar is, and why it is never in its proper place. Mr Spoopendyke, where are you going with that hat? said Mrs Spoopendyke. I am going to church, replied Mr Spoopendyke, and I want to know where my other collar is, and why it is never in its proper place.	[186, 724, 366, 761]
paragraph: The weather during the week has been fine and warm, and the crops throughout the district are looking remarkably well. Farmers report a good season, and an abundant harvest is confidently anticipated. The weather during the week has been fine and warm, and the crops throughout the district are looking remarkably well. Farmers report a good season, and an abundant harvest is confidently anticipated.	[750, 747, 930, 783]
dateline: NEW PLYMOUTH, October 2.	[53, 1455, 129, 1462]
column-1	[4, 26, 179, 1589]
paragraph: Tradesmen's stock again shows that the trade of the district is improving, the returns for the month being larger than for the corresponding period of last year. The season has been a favourable one throughout the province. Tradesmen's stock again shows that the trade of the district is improving, the returns for the month being larger than for the corresponding period of last year. The season has been a favourable one throughout the province.	[186, 649, 366, 685]
paragraph: Tradesmen's stock again shows that the trade of the district is improving, the returns for the month being larger than for the corresponding period of last year. The season has been a favourable one throughout the province. Tradesmen's stock again shows that the trade of the district is improving, the returns for the month being larger than for the corresponding period of last year. The season has been a favourable one throughout the province.	[4, 1508, 178, 1551]
section-heading: EMBEZZLEMENT.	[240, 807, 312, 817]
paragraph: The Lower Heathcote Racing Club annual meeting is announced to take place on December next. The day's sport consists of seven events, and some good entries are expected. The stakes are liberal and the course is in fair order. The Lower Heathcote Racing Club annual meeting is announced to take place on December next. The day's sport consists of seven events, and some good entries are expected. The stakes are liberal and the course is in fair order.	[374, 915, 554, 958]
paragraph: The weather during the week has been fine and warm, and the crops throughout the district are looking remarkably well. Farmers report a good season, and an abundant harvest is confidently anticipated. The weather during the week has been fine and warm, and the crops throughout the district are looking remarkably well. Farmers report a good season, and an abundant harvest is confidently anticipated.	[750, 521, 930, 558]
section-rule	[4, 1081, 178, 1086]
paragraph: Intelligence has been received that the expedition has reached its destination, and that the troops are in good health. The enemy has retired, and it is believed that no further resistance will be offered. Intelligence has been received that the expedition has reached its destination, and that the troops are in good health. The enemy has retired, and it is believed that no further resistance will be offered.	[374, 595, 554, 632]
paragraph: The total quantity of wheat received in the Colony during the past month was large, and the market continues firm. Shippers are operating freely, and prices are expected to be maintained for some time to come. The total quantity of wheat received in the Colony during the past month was large, and the market continues firm. Shippers are operating freely, and prices are expected to be maintained for some time to come.	[750, 559, 930, 595]
paragraph: Intelligence has been received that the expedition has reached its destination, and that the troops are in good health. The enemy has retired, and it is believed that no further resistance will be offered. Intelligence has been received that the expedition has reached its destination, and that the troops are in good health. The enemy has retired, and it is believed that no further resistance will be offered.	[4, 782, 178, 818]
paragraph: The total quantity of wheat received in the Colony during the past month was large, and the market continues firm. Shippers are operating freely, and prices are expected to be maintained for some time to come. The total quantity of wheat received in the Colony during the past month was large, and the market continues firm. Shippers are operating freely, and prices are expected to be maintained for some time to come.	[4, 1124, 178, 1160]
dateline: LONDON, September 30.	[991, 102, 1057, 108]
paragraph: The annual meeting of the Society was held last evening, the President in the chair. The report and balance-sheet were read and adopted, and the officers for the ensuing year were elected without opposition. The annual meeting of the Society was held last evening, the President in the chair. The report and balance-sheet were read and adopted, and the officers for the ensuing year were elected without opposition.	[562, 1161, 742, 1198]
paragraph: The weather during the week has been fine and warm, and the crops throughout the district are looking remarkably well. Farmers report a good season, and an abundant harvest is confidently anticipated. The weather during the week has been fine and warm, and the crops throughout the district are looking remarkably well. Farmers report a good season, and an abundant harvest is confidently anticipated.	[750, 1198, 930, 1234]
paragraph: The weather during the week has been fine and warm, and the crops throughout the district are looking remarkably well. Farmers report a good season, and an abundant harvest is confidently anticipated. The weather during the week has been fine and warm, and the crops throughout the district are looking remarkably well. Farmers report a good season, and an abundant harvest is confidently anticipated.	[374, 997, 554, 1033]
paragraph: The total quantity of wheat received in the Colony during the past month was large, and the market continues firm. Shippers are operating freely, and prices are expected to be maintained for some time to come. The total quantity of wheat received in the Colony during the past month was large, and the market continues firm. Shippers are operating freely, and prices are expected to be maintained for some time to come.	[562, 1049, 742, 1085]
paragraph: Mr Spoopendyke, where are you going with that hat? said Mrs Spoopendyke. I am going to church, replied Mr Spoopendyke, and I want to know where my other collar is, and why it is never in its proper place. Mr Spoopendyke, where are you going with that hat? said Mrs Spoopendyke. I am going to church, replied Mr Spoopendyke, and I want to know where my other collar is, and why it is never in its proper place.	[4, 426, 178, 462]
paragraph: The Lower Heathcote Racing Club annual meeting is announced to take place on December next. The day's sport consists of seven events, and some good entries are expected. The stakes are liberal and the course is in fair order. The Lower Heathcote Racing Club annual meeting is announced to take place on December next. The day's sport consists of seven events, and some good entries are expected. The stakes are liberal and the course is in fair order.	[186, 975, 366, 1017]
paragraph: Tradesmen's stock again shows that the trade of the district is improving, the returns for the month being larger than for the corresponding period of last year. The season has been a favourable one throughout the province. Tradesmen's stock again shows that the trade of the district is improving, the returns for the month being larger than for the corresponding period of last year. The season has been a favourable one throughout the province.	[562, 135, 742, 171]
paragraph: The Lower Heathcote Racing Club annual meeting is announced to take place on December next. The day's sport consists of seven events, and some good entries are expected. The stakes are liberal and the course is in fair order. The Lower Heathcote Racing Club annual meeting is announced to take place on December next. The day's sport consists of seven events, and some good entries are expected. The stakes are liberal and the course is in fair order.	[4, 219, 178, 262]
section-heading: AUSTRALIA.	[66, 1163, 116, 1173]
paragraph: Intelligence has been received that the expedition has reached its destination, and that the troops are in good health. The enemy has retired, and it is believed that no further resistance will be offered. Intelligence has been received that the expedition has reached its destination, and that the troops are in good health. The enemy has retired, and it is believed that no further resistance will be offered.	[562, 338, 742, 375]
column-6	[938, 26, 1110, 1340]
divider	[444, 1037, 484, 1038]
paragraph: The Government have decided to proceed at once with the works, and tenders will be invited in the course of a few days. It is expected that a large number of men will find employment on the line during the summer. The Government have decided to proceed at once with the works, and tenders will be invited in the course of a few days. It is expected that a large number of men will find employment on the line during the summer.	[938, 645, 1110, 688]
paragraph: Mr Spoopendyke, where are you going with that hat? said Mrs Spoopendyke. I am going to church, replied Mr Spoopendyke, and I want to know where my other collar is, and why it is never in its proper place. Mr Spoopendyke, where are you going with that hat? said Mrs Spoopendyke. I am going to church, replied Mr Spoopendyke, and I want to know where my other collar is, and why it is never in its proper place.	[562, 468, 742, 505]
section-heading: ENGLISH & FOREIGN.	[46, 1105, 136, 1115]
dateline: MELBOURNE, September 30.	[425, 662, 503, 669]
paragraph: The weather during the week has been fine and warm, and the crops throughout the district are looking remarkably well. Farmers report a good season, and an abundant harvest is confidently anticipated. The weather during the week has been fine and warm, and the crops throughout the district are looking remarkably well. Farmers report a good season, and an abundant harvest is confidently anticipated.	[750, 709, 930, 746]
section-heading: MEAT TRAFFIC.	[620, 1000, 684, 1010]
paragraph: The annual meeting of the Society was held last evening, the President in the chair. The report and balance-sheet were read and adopted, and the officers for the ensuing year were elected without opposition. The annual meeting of the Society was held last evening, the President in the chair. The report and balance-sheet were read and adopted, and the officers for the ensuing year were elected without opposition.	[4, 63, 179, 100]
paragraph: The total quantity of wheat received in the Colony during the past month was large, and the market continues firm. Shippers are operating freely, and prices are expected to be maintained for some time to come. The total quantity of wheat received in the Colony during the past month was large, and the market continues firm. Shippers are operating freely, and prices are expected to be maintained for some time to come.	[750, 194, 930, 230]
paragraph: The prisoner pleaded not guilty, and was defended by Mr Joynt. The evidence for the prosecution was taken at length, the witnesses being cross-examined as to the circumstances of the case, and the jury retired to consider their verdict. The prisoner pleaded not guilty, and was defended by Mr Joynt. The evidence for the prosecution was taken at length, the witnesses being cross-examined as to the circumstances of the case, and the jury retired to consider their verdict.	[374, 864, 554, 906]
paragraph: The Government have decided to proceed at once with the works, and tenders will be invited in the course of a few days. It is expected that a large number of men will find employment on the line during the summer. The Government have decided to proceed at once with the works, and tenders will be invited in the course of a few days. It is expected that a large number of men will find employment on the line during the summer.	[938, 784, 1110, 827]
paragraph: Tradesmen's stock again shows that the trade of the district is improving, the returns for the month being larger than for the corresponding period of last year. The season has been a favourable one throughout the province. Tradesmen's stock again shows that the trade of the district is improving, the returns for the month being larger than for the corresponding period of last year. The season has been a favourable one throughout the province.	[374, 751, 554, 787]
paragraph: The Government have decided to proceed at once with the works, and tenders will be invited in the course of a few days. It is expected that a large number of men will find employment on the line during the summer. The Government have decided to proceed at once with the works, and tenders will be invited in the course of a few days. It is expected that a large number of men will find employment on the line during the summer.	[4, 1226, 178, 1263]
paragraph: A man named Smith was charged with drunkenness and with using obscene language in a public place. He pleaded guilty, and was fined 10s, or in default twenty-four hours' imprisonment. The fine was paid. A man named Smith was charged with drunkenness and with using obscene language in a public place. He pleaded guilty, and was fined 10s, or in default twenty-four hours' imprisonment. The fine was paid.	[186, 1369, 366, 1406]
section-heading: ROBBERY WITH VIOLENCE.	[219, 1145, 333, 1155]
paragraph: The Government have decided to proceed at once with the works, and tenders will be invited in the course of a few days. It is expected that a large number of men will find employment on the line during the summer. The Government have decided to proceed at once with the works, and tenders will be invited in the course of a few days. It is expected that a large number of men will find employment on the line during the summer.	[938, 594, 1110, 636]
dateline: MELBOURNE, September 30.	[985, 486, 1063, 493]
paragraph: Intelligence has been received that the expedition has reached its destination, and that the troops are in good health. The enemy has retired, and it is believed that no further resistance will be offered. Intelligence has been received that the expedition has reached its destination, and that the troops are in good health. The enemy has retired, and it is believed that no further resistance will be offered.	[938, 222, 1110, 259]
paragraph: The total quantity of wheat received in the Colony during the past month was large, and the market continues firm. Shippers are operating freely, and prices are expected to be maintained for some time to come. The total quantity of wheat received in the Colony during the past month was large, and the market continues firm. Shippers are operating freely, and prices are expected to be maintained for some time to come.	[374, 1132, 554, 1169]
paragraph: The prisoner pleaded not guilty, and was defended by Mr Joynt. The evidence for the prosecution was taken at length, the witnesses being cross-examined as to the circumstances of the case, and the jury retired to consider their verdict. The prisoner pleaded not guilty, and was defended by Mr Joynt. The evidence for the prosecution was taken at length, the witnesses being cross-examined as to the circumstances of the case, and the jury retired to consider their verdict.	[4, 138, 178, 181]
paragraph: The Supreme Court sittings were continued this morning before his Honor Mr Justice Johnston, when a number of criminal cases came on for trial. A common jury was empanelled and the prisoners were arraigned in turn. The Supreme Court sittings were continued this morning before his Honor Mr Justice Johnston, when a number of criminal cases came on for trial. A common jury was empanelled and the prisoners were arraigned in turn.	[4, 738, 178, 781]
paragraph: Mr Spoopendyke, where are you going with that hat? said Mrs Spoopendyke. I am going to church, replied Mr Spoopendyke, and I want to know where my other collar is, and why it is never in its proper place. Mr Spoopendyke, where are you going with that hat? said Mrs Spoopendyke. I am going to church, replied Mr Spoopendyke, and I want to know where my other collar is, and why it is never in its proper place.	[562, 731, 742, 768]
section-heading: CRIMINAL SITTINGS.	[232, 222, 320, 232]
paragraph: Mr Spoopendyke, where are you going with that hat? said Mrs Spoopendyke. I am going to church, replied Mr Spoopendyke, and I want to know where my other collar is, and why it is never in its proper place. Mr Spoopendyke, where are you going with that hat? said Mrs Spoopendyke. I am going to church, replied Mr Spoopendyke, and I want to know where my other collar is, and why it is never in its proper place.	[562, 581, 742, 617]
paragraph: The weather during the week has been fine and warm, and the crops throughout the district are looking remarkably well. Farmers report a good season, and an abundant harvest is confidently anticipated. The weather during the week has been fine and warm, and the crops throughout the district are looking remarkably well. Farmers report a good season, and an abundant harvest is confidently anticipated.	[4, 538, 178, 575]
paragraph: The weather during the week has been fine and warm, and the crops throughout the district are looking remarkably well. Farmers report a good season, and an abundant harvest is confidently anticipated. The weather during the week has been fine and warm, and the crops throughout the district are looking remarkably well. Farmers report a good season, and an abundant harvest is confidently anticipated.	[750, 972, 930, 1009]
dateline: NAPIER, October 2.	[65, 1500, 117, 1507]
paragraph: The Government have decided to proceed at once with the works, and tenders will be invited in the course of a few days. It is expected that a large number of men will find employment on the line during the summer. The Government have decided to proceed at once with the works, and tenders will be invited in the course of a few days. It is expected that a large number of men will find employment on the line during the summer.	[938, 733, 1110, 775]
paragraph: The Supreme Court sittings were continued this morning before his Honor Mr Justice Johnston, when a number of criminal cases came on for trial. A common jury was empanelled and the prisoners were arraigned in turn. The Supreme Court sittings were continued this morning before his Honor Mr Justice Johnston, when a number of criminal cases came on for trial. A common jury was empanelled and the prisoners were arraigned in turn.	[186, 26, 366, 68]
paragraph: The Lower Heathcote Racing Club annual meeting is announced to take place on December next. The day's sport consists of seven events, and some good entries are expected. The stakes are liberal and the course is in fair order. The Lower Heathcote Racing Club annual meeting is announced to take place on December next. The day's sport consists of seven events, and some good entries are expected. The stakes are liberal and the course is in fair order.	[750, 69, 930, 112]
divider	[256, 218, 296, 219]
paragraph: The Government have decided to proceed at once with the works, and tenders will be invited in the course of a few days. It is expected that a large number of men will find employment on the line during the summer. The Government have decided to proceed at once with the works, and tenders will be invited in the course of a few days. It is expected that a large number of men will find employment on the line during the summer.	[938, 689, 1110, 732]
paragraph: Mr Spoopendyke, where are you going with that hat? said Mrs Spoopendyke. I am going to church, replied Mr Spoopendyke, and I want to know where my other collar is, and why it is never in its proper place. Mr Spoopendyke, where are you going with that hat? said Mrs Spoopendyke. I am going to church, replied Mr Spoopendyke, and I want to know where my other collar is, and why it is never in its proper place.	[562, 881, 742, 918]
section-heading: THE WAR IN EGYPT.	[579, 29, 725, 42]
paragraph: The total quantity of wheat received in the Colony during the past month was large, and the market continues firm. Shippers are operating freely, and prices are expected to be maintained for some time to come. The total quantity of wheat received in the Colony during the past month was large, and the market continues firm. Shippers are operating freely, and prices are expected to be maintained for some time to come.	[4, 1463, 178, 1499]
subheading: This Day.	[264, 233, 288, 240]
paragraph: The Lower Heathcote Racing Club annual meeting is announced to take place on December next. The day's sport consists of seven events, and some good entries are expected. The stakes are liberal and the course is in fair order. The Lower Heathcote Racing Club annual meeting is announced to take place on December next. The day's sport consists of seven events, and some good entries are expected. The stakes are liberal and the course is in fair order.	[750, 380, 930, 422]
paragraph: The total quantity of wheat received in the Colony during the past month was large, and the market continues firm. Shippers are operating freely, and prices are expected to be maintained for some time to come. The total quantity of wheat received in the Colony during the past month was large, and the market continues firm. Shippers are operating freely, and prices are expected to be maintained for some time to come.	[4, 901, 178, 937]
paragraph: The Supreme Court sittings were continued this morning before his Honor Mr Justice Johnston, when a number of criminal cases came on for trial. A common jury was empanelled and the prisoners were arraigned in turn. The Supreme Court sittings were continued this morning before his Honor Mr Justice Johnston, when a number of criminal cases came on for trial. A common jury was empanelled and the prisoners were arraigned in turn.	[186, 1156, 366, 1199]
paragraph: The Supreme Court sittings were continued this morning before his Honor Mr Justice Johnston, when a number of criminal cases came on for trial. A common jury was empanelled and the prisoners were arraigned in turn. The Supreme Court sittings were continued this morning before his Honor Mr Justice Johnston, when a number of criminal cases came on for trial. A common jury was empanelled and the prisoners were arraigned in turn.	[186, 1018, 366, 1061]
paragraph: The Supreme Court sittings were continued this morning before his Honor Mr Justice Johnston, when a number of criminal cases came on for trial. A common jury was empanelled and the prisoners were arraigned in turn. The Supreme Court sittings were continued this morning before his Honor Mr Justice Johnston, when a number of criminal cases came on for trial. A common jury was empanelled and the prisoners were arraigned in turn.	[4, 263, 178, 306]
paragraph: A man named Smith was charged with drunkenness and with using obscene language in a public place. He pleaded guilty, and was fined 10s, or in default twenty-four hours' imprisonment. The fine was paid. A man named Smith was charged with drunkenness and with using obscene language in a public place. He pleaded guilty, and was fined 10s, or in default twenty-four hours' imprisonment. The fine was paid.	[186, 687, 366, 723]
paragraph: Intelligence has been received that the expedition has reached its destination, and that the troops are in good health. The enemy has retired, and it is believed that no further resistance will be offered. Intelligence has been received that the expedition has reached its destination, and that the troops are in good health. The enemy has retired, and it is believed that no further resistance will be offered.	[562, 263, 742, 300]
dateline: SYDNEY, October 2.	[65, 1174, 117, 1181]
divider	[820, 278, 860, 279]
paragraph: The annual meeting of the Society was held last evening, the President in the chair. The report and balance-sheet were read and adopted, and the officers for the ensuing year were elected without opposition. The annual meeting of the Society was held last evening, the President in the chair. The report and balance-sheet were read and adopted, and the officers for the ensuing year were elected without opposition.	[938, 185, 1110, 221]
paragraph: City Council.—The ordinary meeting of the City Council takes place this evening. Committee business is the principal matter of the agenda, and reports of committees will be dealt with in the usual order. City Council.—The ordinary meeting of the City Council takes place this evening. Committee business is the principal matter of the agenda, and reports of committees will be dealt with in the usual order.	[4, 1552, 178, 1589]
paragraph: The weather during the week has been fine and warm, and the crops throughout the district are looking remarkably well. Farmers report a good season, and an abundant harvest is confidently anticipated. The weather during the week has been fine and warm, and the crops throughout the district are looking remarkably well. Farmers report a good season, and an abundant harvest is confidently anticipated.	[750, 634, 930, 671]
